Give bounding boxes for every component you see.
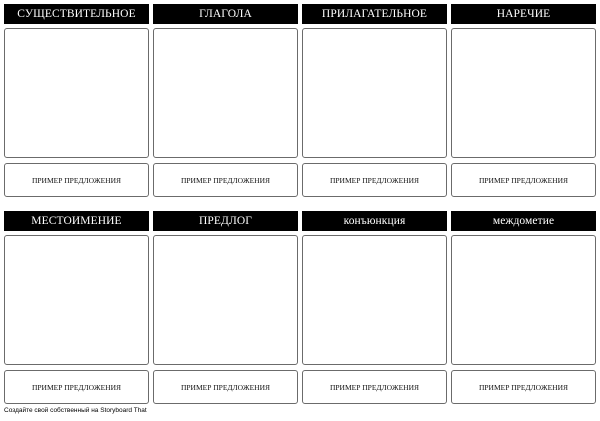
cell-verb xyxy=(153,4,298,197)
picture-frame[interactable] xyxy=(451,235,596,365)
sentence-caption[interactable]: ПРИМЕР ПРЕДЛОЖЕНИЯ xyxy=(451,370,596,404)
sentence-caption[interactable]: ПРИМЕР ПРЕДЛОЖЕНИЯ xyxy=(4,370,149,404)
cell-title: МЕСТОИМЕНИЕ xyxy=(4,211,149,231)
picture-frame[interactable] xyxy=(302,28,447,158)
sentence-caption[interactable]: ПРИМЕР ПРЕДЛОЖЕНИЯ xyxy=(153,370,298,404)
cell-adverb xyxy=(451,4,596,197)
picture-frame[interactable] xyxy=(153,28,298,158)
sentence-caption[interactable]: ПРИМЕР ПРЕДЛОЖЕНИЯ xyxy=(302,163,447,197)
footer-credit: Создайте свой собственный на Storyboard That xyxy=(4,407,147,414)
picture-frame[interactable] xyxy=(4,28,149,158)
storyboard-row-1 xyxy=(4,4,598,197)
cell-title: ГЛАГОЛА xyxy=(153,4,298,24)
storyboard-row-2 xyxy=(4,211,598,404)
cell-title: СУЩЕСТВИТЕЛЬНОЕ xyxy=(4,4,149,24)
cell-preposition xyxy=(153,211,298,404)
cell-pronoun xyxy=(4,211,149,404)
cell-conjunction xyxy=(302,211,447,404)
cell-title: ПРИЛАГАТЕЛЬНОЕ xyxy=(302,4,447,24)
cell-title: НАРЕЧИЕ xyxy=(451,4,596,24)
picture-frame[interactable] xyxy=(153,235,298,365)
cell-noun xyxy=(4,4,149,197)
picture-frame[interactable] xyxy=(4,235,149,365)
sentence-caption[interactable]: ПРИМЕР ПРЕДЛОЖЕНИЯ xyxy=(4,163,149,197)
cell-adjective xyxy=(302,4,447,197)
sentence-caption[interactable]: ПРИМЕР ПРЕДЛОЖЕНИЯ xyxy=(451,163,596,197)
cell-interjection xyxy=(451,211,596,404)
picture-frame[interactable] xyxy=(302,235,447,365)
cell-title: ПРЕДЛОГ xyxy=(153,211,298,231)
picture-frame[interactable] xyxy=(451,28,596,158)
cell-title: междометие xyxy=(451,211,596,231)
sentence-caption[interactable]: ПРИМЕР ПРЕДЛОЖЕНИЯ xyxy=(153,163,298,197)
cell-title: конъюнкция xyxy=(302,211,447,231)
sentence-caption[interactable]: ПРИМЕР ПРЕДЛОЖЕНИЯ xyxy=(302,370,447,404)
